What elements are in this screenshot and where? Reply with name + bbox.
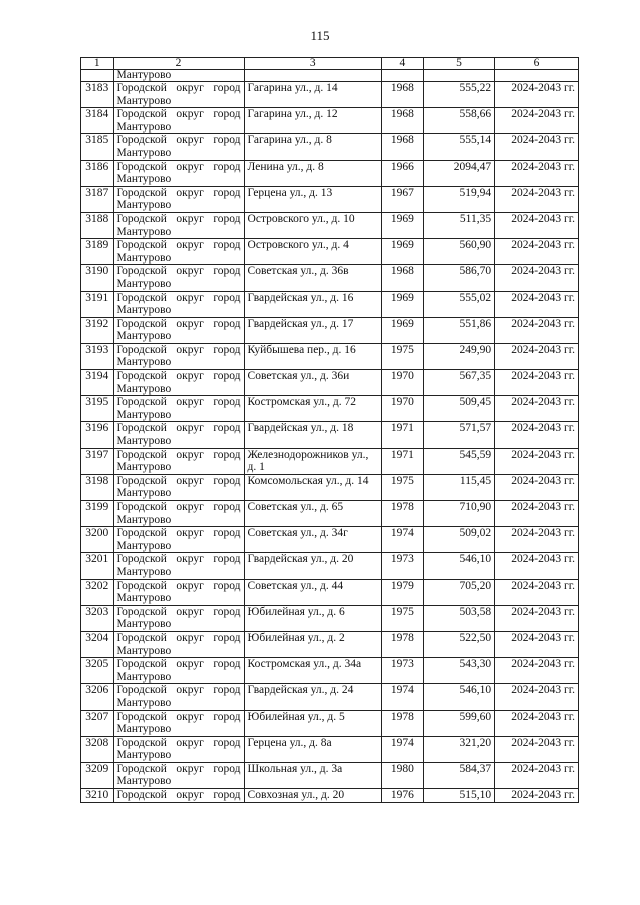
address-cell: Гвардейская ул., д. 16 — [244, 291, 381, 317]
area-cell: 555,14 — [423, 134, 494, 160]
area-cell: 249,90 — [423, 343, 494, 369]
municipality-line-2: Мантурово — [116, 120, 172, 133]
table-row — [81, 160, 579, 186]
period-cell: 2024-2043 гг. — [495, 736, 579, 762]
table-row — [81, 212, 579, 238]
year-cell: 1978 — [381, 710, 423, 736]
period-cell: 2024-2043 гг. — [495, 186, 579, 212]
table-row — [81, 265, 579, 291]
table-row — [81, 658, 579, 684]
municipality-line-1: Городской округ город — [116, 265, 241, 278]
period-cell: 2024-2043 гг. — [495, 82, 579, 108]
row-number: 3189 — [81, 239, 114, 265]
table-row — [81, 239, 579, 265]
municipality-cell — [113, 291, 244, 317]
area-cell: 710,90 — [423, 501, 494, 527]
address-cell: Советская ул., д. 36в — [244, 265, 381, 291]
municipality-line-2: Мантурово — [116, 277, 172, 290]
year-cell: 1978 — [381, 501, 423, 527]
municipality-cell — [113, 658, 244, 684]
row-number: 3209 — [81, 762, 114, 788]
row-number: 3203 — [81, 605, 114, 631]
period-cell: 2024-2043 гг. — [495, 396, 579, 422]
area-cell: 503,58 — [423, 605, 494, 631]
municipality-line-1: Городской округ город — [116, 291, 241, 304]
period-cell: 2024-2043 гг. — [495, 501, 579, 527]
year-cell: 1973 — [381, 658, 423, 684]
row-number: 3188 — [81, 212, 114, 238]
column-header-4: 4 — [381, 58, 423, 70]
municipality-line-1: Городской округ город — [116, 710, 241, 723]
municipality-line-1: Городской округ город — [116, 527, 241, 540]
municipality-line-2: Мантурово — [116, 513, 172, 526]
column-header-5: 5 — [423, 58, 494, 70]
municipality-line-1: Городской округ город — [116, 212, 241, 225]
municipality-line-2: Мантурово — [116, 618, 172, 631]
period-cell: 2024-2043 гг. — [495, 239, 579, 265]
municipality-line-2: Мантурово — [116, 199, 172, 212]
address-cell: Герцена ул., д. 8а — [244, 736, 381, 762]
table-row — [81, 108, 579, 134]
area-cell: 571,57 — [423, 422, 494, 448]
address-cell: Юбилейная ул., д. 5 — [244, 710, 381, 736]
column-header-6: 6 — [495, 58, 579, 70]
row-number: 3184 — [81, 108, 114, 134]
period-cell: 2024-2043 гг. — [495, 370, 579, 396]
area-cell: 519,94 — [423, 186, 494, 212]
page-number: 115 — [310, 28, 330, 43]
municipality-cell — [113, 631, 244, 657]
area-cell: 555,02 — [423, 291, 494, 317]
municipality-cell — [113, 422, 244, 448]
table-row — [81, 82, 579, 108]
column-header-3: 3 — [244, 58, 381, 70]
year-cell: 1969 — [381, 317, 423, 343]
municipality-line-2: Мантурово — [116, 539, 172, 552]
municipality-cell — [113, 134, 244, 160]
municipality-cell — [113, 343, 244, 369]
table-row — [81, 474, 579, 500]
municipality-line-2: Мантурово — [116, 173, 172, 186]
address-cell: Костромская ул., д. 34а — [244, 658, 381, 684]
period-cell: 2024-2043 гг. — [495, 579, 579, 605]
address-cell: Совхозная ул., д. 20 — [244, 789, 381, 803]
year-cell: 1975 — [381, 474, 423, 500]
address-cell: Костромская ул., д. 72 — [244, 396, 381, 422]
area-cell: 705,20 — [423, 579, 494, 605]
address-cell: Юбилейная ул., д. 6 — [244, 605, 381, 631]
area-cell: 584,37 — [423, 762, 494, 788]
period-cell: 2024-2043 гг. — [495, 658, 579, 684]
row-number: 3187 — [81, 186, 114, 212]
address-cell: Гагарина ул., д. 12 — [244, 108, 381, 134]
address-cell: Школьная ул., д. 3а — [244, 762, 381, 788]
area-cell: 555,22 — [423, 82, 494, 108]
municipality-line-1: Городской округ город — [116, 186, 241, 199]
row-number: 3204 — [81, 631, 114, 657]
area-cell: 509,45 — [423, 396, 494, 422]
table-row — [81, 448, 579, 474]
table-row — [81, 317, 579, 343]
row-number: 3194 — [81, 370, 114, 396]
address-cell: Герцена ул., д. 13 — [244, 186, 381, 212]
area-cell: 551,86 — [423, 317, 494, 343]
municipality-line-1: Городской округ город — [116, 370, 241, 383]
municipality-cell — [113, 736, 244, 762]
year-cell: 1980 — [381, 762, 423, 788]
year-cell: 1968 — [381, 108, 423, 134]
municipality-line-1: Городской округ город — [116, 658, 241, 671]
area-cell: 546,10 — [423, 684, 494, 710]
period-cell: 2024-2043 гг. — [495, 422, 579, 448]
municipality-line-2: Мантурово — [116, 94, 172, 107]
address-cell: Островского ул., д. 10 — [244, 212, 381, 238]
row-number: 3205 — [81, 658, 114, 684]
address-cell: Комсомольская ул., д. 14 — [244, 474, 381, 500]
municipality-line-1: Городской округ город — [116, 605, 241, 618]
municipality-cell — [113, 396, 244, 422]
year-cell: 1976 — [381, 789, 423, 803]
table-row — [81, 579, 579, 605]
table-row — [81, 186, 579, 212]
area-cell: 509,02 — [423, 527, 494, 553]
continuation-year-cell — [381, 70, 423, 82]
period-cell: 2024-2043 гг. — [495, 108, 579, 134]
municipality-line-2: Мантурово — [116, 356, 172, 369]
municipality-line-1: Городской округ город — [116, 396, 241, 409]
column-header-2: 2 — [113, 58, 244, 70]
municipality-line-2: Мантурово — [116, 749, 172, 762]
municipality-line-2: Мантурово — [116, 146, 172, 159]
area-cell: 586,70 — [423, 265, 494, 291]
table-row — [81, 684, 579, 710]
year-cell: 1970 — [381, 396, 423, 422]
address-cell: Гагарина ул., д. 14 — [244, 82, 381, 108]
municipality-line-2: Мантурово — [116, 304, 172, 317]
year-cell: 1971 — [381, 422, 423, 448]
year-cell: 1971 — [381, 448, 423, 474]
area-cell: 115,45 — [423, 474, 494, 500]
period-cell: 2024-2043 гг. — [495, 134, 579, 160]
continuation-num-cell — [81, 70, 114, 82]
row-number: 3190 — [81, 265, 114, 291]
municipality-line-1: Городской округ город — [116, 789, 241, 802]
row-number: 3192 — [81, 317, 114, 343]
table-row — [81, 789, 579, 803]
continuation-area-cell — [423, 70, 494, 82]
municipality-line-1: Городской округ город — [116, 762, 241, 775]
municipality-line-2: Мантурово — [116, 723, 172, 736]
period-cell: 2024-2043 гг. — [495, 343, 579, 369]
municipality-line-2: Мантурово — [116, 382, 172, 395]
year-cell: 1968 — [381, 134, 423, 160]
municipality-line-1: Городской округ город — [116, 82, 241, 94]
address-cell: Гвардейская ул., д. 18 — [244, 422, 381, 448]
municipality-line-1: Городской округ город — [116, 474, 241, 487]
continuation-address-cell — [244, 70, 381, 82]
period-cell: 2024-2043 гг. — [495, 789, 579, 803]
table-row — [81, 343, 579, 369]
municipality-cell — [113, 317, 244, 343]
table-row — [81, 605, 579, 631]
address-cell: Юбилейная ул., д. 2 — [244, 631, 381, 657]
municipality-cell — [113, 108, 244, 134]
municipality-cell — [113, 579, 244, 605]
period-cell: 2024-2043 гг. — [495, 160, 579, 186]
table-row — [81, 396, 579, 422]
continuation-period-cell — [495, 70, 579, 82]
table-header — [81, 58, 579, 70]
address-cell: Ленина ул., д. 8 — [244, 160, 381, 186]
municipality-line-1: Городской округ город — [116, 343, 241, 356]
municipality-line-1: Городской округ город — [116, 448, 241, 461]
period-cell: 2024-2043 гг. — [495, 448, 579, 474]
area-cell: 522,50 — [423, 631, 494, 657]
year-cell: 1966 — [381, 160, 423, 186]
municipality-line-2: Мантурово — [116, 696, 172, 709]
row-number: 3206 — [81, 684, 114, 710]
row-number: 3201 — [81, 553, 114, 579]
municipality-line-2: Мантурово — [116, 565, 172, 578]
period-cell: 2024-2043 гг. — [495, 317, 579, 343]
table-row — [81, 422, 579, 448]
year-cell: 1979 — [381, 579, 423, 605]
table-row — [81, 736, 579, 762]
municipality-cell — [113, 370, 244, 396]
year-cell: 1974 — [381, 736, 423, 762]
year-cell: 1968 — [381, 265, 423, 291]
area-cell: 567,35 — [423, 370, 494, 396]
row-number: 3183 — [81, 82, 114, 108]
municipality-line-2: Мантурово — [116, 251, 172, 264]
municipality-cell — [113, 474, 244, 500]
municipality-line-1: Городской округ город — [116, 684, 241, 697]
municipality-line-2: Мантурово — [116, 225, 172, 238]
municipality-cell — [113, 684, 244, 710]
municipality-line-1: Городской округ город — [116, 160, 241, 173]
table-row — [81, 501, 579, 527]
table-row — [81, 710, 579, 736]
row-number: 3210 — [81, 789, 114, 803]
table-row — [81, 527, 579, 553]
year-cell: 1974 — [381, 527, 423, 553]
municipality-line-2: Мантурово — [116, 461, 172, 474]
column-header-1: 1 — [81, 58, 114, 70]
area-cell: 515,10 — [423, 789, 494, 803]
row-number: 3195 — [81, 396, 114, 422]
municipality-cell — [113, 501, 244, 527]
municipality-cell — [113, 82, 244, 108]
row-number: 3197 — [81, 448, 114, 474]
table-row — [81, 631, 579, 657]
municipality-line-2: Мантурово — [116, 408, 172, 421]
year-cell: 1969 — [381, 212, 423, 238]
area-cell: 511,35 — [423, 212, 494, 238]
municipality-line-2: Мантурово — [116, 592, 172, 605]
year-cell: 1974 — [381, 684, 423, 710]
area-cell: 321,20 — [423, 736, 494, 762]
row-number: 3193 — [81, 343, 114, 369]
municipality-line-1: Городской округ город — [116, 317, 241, 330]
municipality-line-2: Мантурово — [116, 670, 172, 683]
municipality-cell — [113, 605, 244, 631]
municipality-line-1: Городской округ город — [116, 501, 241, 513]
period-cell: 2024-2043 гг. — [495, 605, 579, 631]
area-cell: 545,59 — [423, 448, 494, 474]
municipality-line-1: Городской округ город — [116, 553, 241, 566]
municipality-cell — [113, 710, 244, 736]
year-cell: 1967 — [381, 186, 423, 212]
table-row — [81, 370, 579, 396]
row-number: 3196 — [81, 422, 114, 448]
municipality-cell — [113, 212, 244, 238]
address-cell: Советская ул., д. 36и — [244, 370, 381, 396]
address-cell: Гвардейская ул., д. 20 — [244, 553, 381, 579]
period-cell: 2024-2043 гг. — [495, 710, 579, 736]
municipality-line-2: Мантурово — [116, 644, 172, 657]
row-number: 3185 — [81, 134, 114, 160]
year-cell: 1973 — [381, 553, 423, 579]
area-cell: 560,90 — [423, 239, 494, 265]
address-cell: Железнодорожников ул., д. 1 — [244, 448, 381, 474]
area-cell: 543,30 — [423, 658, 494, 684]
row-number: 3191 — [81, 291, 114, 317]
address-cell: Советская ул., д. 34г — [244, 527, 381, 553]
row-number: 3199 — [81, 501, 114, 527]
area-cell: 558,66 — [423, 108, 494, 134]
municipality-cell — [113, 527, 244, 553]
year-cell: 1970 — [381, 370, 423, 396]
municipality-line-1: Городской округ город — [116, 631, 241, 644]
area-cell: 546,10 — [423, 553, 494, 579]
table-row — [81, 291, 579, 317]
municipality-cell — [113, 160, 244, 186]
year-cell: 1968 — [381, 82, 423, 108]
period-cell: 2024-2043 гг. — [495, 762, 579, 788]
period-cell: 2024-2043 гг. — [495, 291, 579, 317]
address-cell: Островского ул., д. 4 — [244, 239, 381, 265]
period-cell: 2024-2043 гг. — [495, 474, 579, 500]
address-cell: Гагарина ул., д. 8 — [244, 134, 381, 160]
area-cell: 2094,47 — [423, 160, 494, 186]
municipality-cell — [113, 762, 244, 788]
row-number: 3200 — [81, 527, 114, 553]
row-number: 3202 — [81, 579, 114, 605]
municipality-line-2: Мантурово — [116, 330, 172, 343]
municipality-cell — [113, 186, 244, 212]
municipality-line-1: Городской округ город — [116, 736, 241, 749]
period-cell: 2024-2043 гг. — [495, 631, 579, 657]
municipality-cell — [113, 239, 244, 265]
municipality-cell — [113, 789, 244, 803]
municipality-line-1: Городской округ город — [116, 239, 241, 252]
municipality-cell — [113, 265, 244, 291]
table-row — [81, 762, 579, 788]
year-cell: 1969 — [381, 291, 423, 317]
year-cell: 1975 — [381, 343, 423, 369]
table-body — [81, 70, 579, 803]
address-cell: Советская ул., д. 65 — [244, 501, 381, 527]
period-cell: 2024-2043 гг. — [495, 553, 579, 579]
municipality-cell — [113, 448, 244, 474]
registry-table — [80, 57, 579, 803]
period-cell: 2024-2043 гг. — [495, 212, 579, 238]
continuation-municipality: Мантурово — [113, 70, 244, 82]
municipality-line-1: Городской округ город — [116, 108, 241, 121]
row-number: 3186 — [81, 160, 114, 186]
address-cell: Гвардейская ул., д. 24 — [244, 684, 381, 710]
year-cell: 1978 — [381, 631, 423, 657]
column-number-row — [81, 58, 579, 70]
municipality-line-2: Мантурово — [116, 435, 172, 448]
period-cell: 2024-2043 гг. — [495, 527, 579, 553]
row-number: 3207 — [81, 710, 114, 736]
address-cell: Куйбышева пер., д. 16 — [244, 343, 381, 369]
year-cell: 1975 — [381, 605, 423, 631]
period-cell: 2024-2043 гг. — [495, 684, 579, 710]
municipality-cell — [113, 553, 244, 579]
address-cell: Советская ул., д. 44 — [244, 579, 381, 605]
continuation-row — [81, 70, 579, 82]
table-row — [81, 553, 579, 579]
table-row — [81, 134, 579, 160]
municipality-line-1: Городской округ город — [116, 134, 241, 147]
period-cell: 2024-2043 гг. — [495, 265, 579, 291]
municipality-line-1: Городской округ город — [116, 422, 241, 435]
row-number: 3198 — [81, 474, 114, 500]
municipality-line-2: Мантурово — [116, 487, 172, 500]
municipality-line-1: Городской округ город — [116, 579, 241, 592]
address-cell: Гвардейская ул., д. 17 — [244, 317, 381, 343]
municipality-line-2: Мантурово — [116, 775, 172, 788]
year-cell: 1969 — [381, 239, 423, 265]
row-number: 3208 — [81, 736, 114, 762]
area-cell: 599,60 — [423, 710, 494, 736]
